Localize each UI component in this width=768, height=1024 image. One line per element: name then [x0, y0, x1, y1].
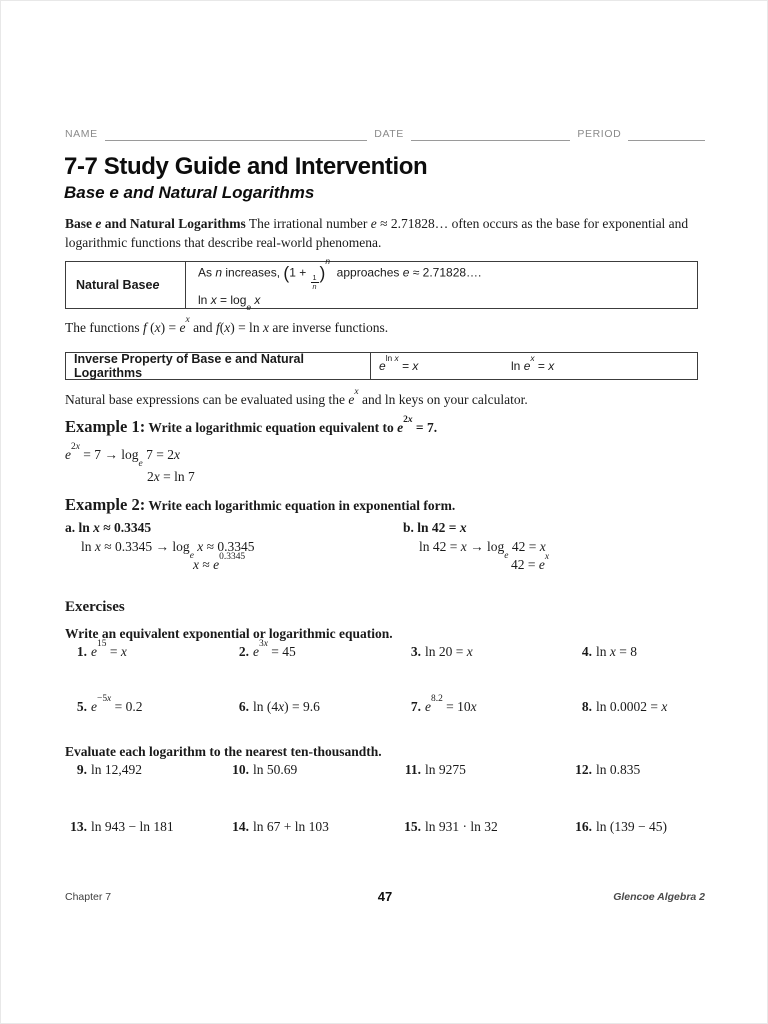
example1-prompt: Write a logarithmic equation equivalent to $e^{2x} = 7$. [148, 415, 438, 435]
natural-base-e-table [65, 256, 698, 313]
exercise-problem-3 [399, 644, 473, 660]
page-subtitle: Base e and Natural Logarithms [64, 183, 315, 202]
name-date-period-row [65, 128, 705, 141]
page-footer [65, 889, 705, 905]
problem-expression: $e^{8.2} = 10x$ [425, 694, 477, 714]
problem-number: 11. [404, 762, 421, 777]
exercise-problem-4 [570, 644, 637, 660]
problem-number: 10. [232, 762, 249, 777]
exercise-problem-7 [399, 694, 477, 715]
example2a-step2: $x \approx e^{0.3345}$ [193, 552, 246, 572]
exercise-problem-10 [227, 762, 297, 778]
date-blank-line [411, 128, 571, 141]
inverse-property-table [65, 352, 698, 380]
example1-step2: 2x = ln 7 [147, 469, 195, 484]
problem-number: 14. [232, 819, 249, 834]
exercises-instruction-1: Write an equivalent exponential or logarithmic equation. [65, 626, 393, 641]
problem-expression: ln 9275 [425, 762, 466, 777]
natural-base-e-label: Natural Base e [66, 262, 186, 308]
problem-number: 13. [70, 819, 87, 834]
example2a-problem: a. ln x ≈ 0.3345 [65, 520, 152, 535]
name-label: NAME [65, 128, 98, 140]
problem-number: 5. [76, 699, 87, 714]
chapter-label: Chapter 7 [65, 891, 112, 903]
exercise-problem-5 [65, 694, 143, 715]
e-ln-x-formula: $e^{ln x} = x$ [379, 353, 419, 373]
example2a-step1: $\ln x \approx 0.3345 \to \log_e x \approx 0.3345$ [81, 539, 255, 561]
example2b-step2: $42 = e^x$ [511, 552, 550, 572]
problem-expression: $e^{3x} = 45$ [253, 639, 296, 659]
problem-number: 6. [238, 699, 249, 714]
example2-label: Example 2: [65, 495, 146, 514]
problem-number: 4. [581, 644, 592, 659]
book-title: Glencoe Algebra 2 [613, 891, 705, 903]
exercise-problem-14 [227, 819, 329, 835]
problem-number: 8. [581, 699, 592, 714]
exercise-row-4 [65, 819, 705, 839]
exercise-problem-13 [65, 819, 174, 835]
natural-base-e-definition [186, 256, 697, 313]
ln-definition-formula: $\ln x = \log_e x$ [198, 293, 261, 313]
problem-expression: ln 0.0002 = x [596, 699, 668, 714]
problem-expression: ln 12,492 [91, 762, 143, 777]
problem-number: 2. [238, 644, 249, 659]
exercise-problem-1 [65, 639, 127, 660]
problem-number: 16. [575, 819, 592, 834]
intro-paragraph: Base e and Natural Logarithms The irrational number e ≈ 2.71828… often occurs as the base for exponential and logarithmic functions that describe real-world phenomena. [65, 216, 689, 250]
exercise-problem-12 [570, 762, 640, 778]
problem-number: 12. [575, 762, 592, 777]
problem-number: 9. [76, 762, 87, 777]
exercises-instruction-2: Evaluate each logarithm to the nearest ten-thousandth. [65, 744, 382, 759]
problem-number: 7. [410, 699, 421, 714]
problem-expression: ln x = 8 [596, 644, 638, 659]
name-blank-line [105, 128, 368, 141]
exercise-problem-2 [227, 639, 296, 660]
exercise-row-3 [65, 762, 705, 782]
page-title: 7-7 Study Guide and Intervention [64, 153, 428, 180]
problem-number: 1. [76, 644, 87, 659]
exercise-problem-8 [570, 699, 667, 715]
date-label: DATE [374, 128, 404, 140]
exercise-problem-15 [399, 819, 498, 835]
ln-e-x-formula: $\ln e^x = x$ [511, 353, 555, 373]
exercise-row-2 [65, 694, 705, 719]
inverse-property-formulas [371, 353, 697, 379]
problem-expression: ln (4x) = 9.6 [253, 699, 320, 714]
exercise-problem-6 [227, 699, 320, 715]
example2-heading [65, 495, 705, 515]
problem-expression: ln 0.835 [596, 762, 641, 777]
problem-expression: $e^{-5x} = 0.2$ [91, 694, 143, 714]
example2-prompt: Write each logarithmic equation in exponential form. [148, 498, 456, 513]
problem-expression: ln 931 · ln 32 [425, 819, 498, 834]
problem-expression: ln 943 − ln 181 [91, 819, 174, 834]
period-blank-line [628, 128, 705, 141]
problem-number: 3. [410, 644, 421, 659]
problem-number: 15. [404, 819, 421, 834]
problem-expression: ln 67 + ln 103 [253, 819, 329, 834]
limit-formula: As n increases, (1 + $\frac{1}{n}$ )$^n$ approaches e ≈ 2.71828…. [198, 256, 482, 291]
exercise-problem-16 [570, 819, 667, 835]
period-label: PERIOD [577, 128, 622, 140]
problem-expression: ln 50.69 [253, 762, 298, 777]
example1-label: Example 1: [65, 417, 146, 436]
problem-expression: $e^{15} = x$ [91, 639, 127, 659]
example1-heading [65, 417, 705, 437]
exercise-row-1 [65, 639, 705, 664]
problem-expression: ln (139 − 45) [596, 819, 667, 834]
inverse-functions-note: The functions f $(x) = e^x$ and f(x) = ln x are inverse functions. [65, 315, 389, 335]
calculator-note: Natural base expressions can be evaluated using the $e^x$ and ln keys on your calculator. [65, 387, 528, 407]
exercise-problem-9 [65, 762, 142, 778]
problem-expression: ln 20 = x [425, 644, 473, 659]
inverse-property-label: Inverse Property of Base e and Natural Logarithms [66, 353, 371, 379]
exercises-heading: Exercises [65, 599, 125, 615]
example2b-step1: $\ln 42 = x \to \log_e 42 = x$ [419, 539, 546, 561]
page-number: 47 [377, 889, 393, 904]
example2b-problem: b. ln 42 = x [403, 520, 467, 535]
example1-step1: $e^{2x} = 7 \to \log_e 7 = 2x$ [65, 442, 180, 469]
exercise-problem-11 [399, 762, 466, 778]
